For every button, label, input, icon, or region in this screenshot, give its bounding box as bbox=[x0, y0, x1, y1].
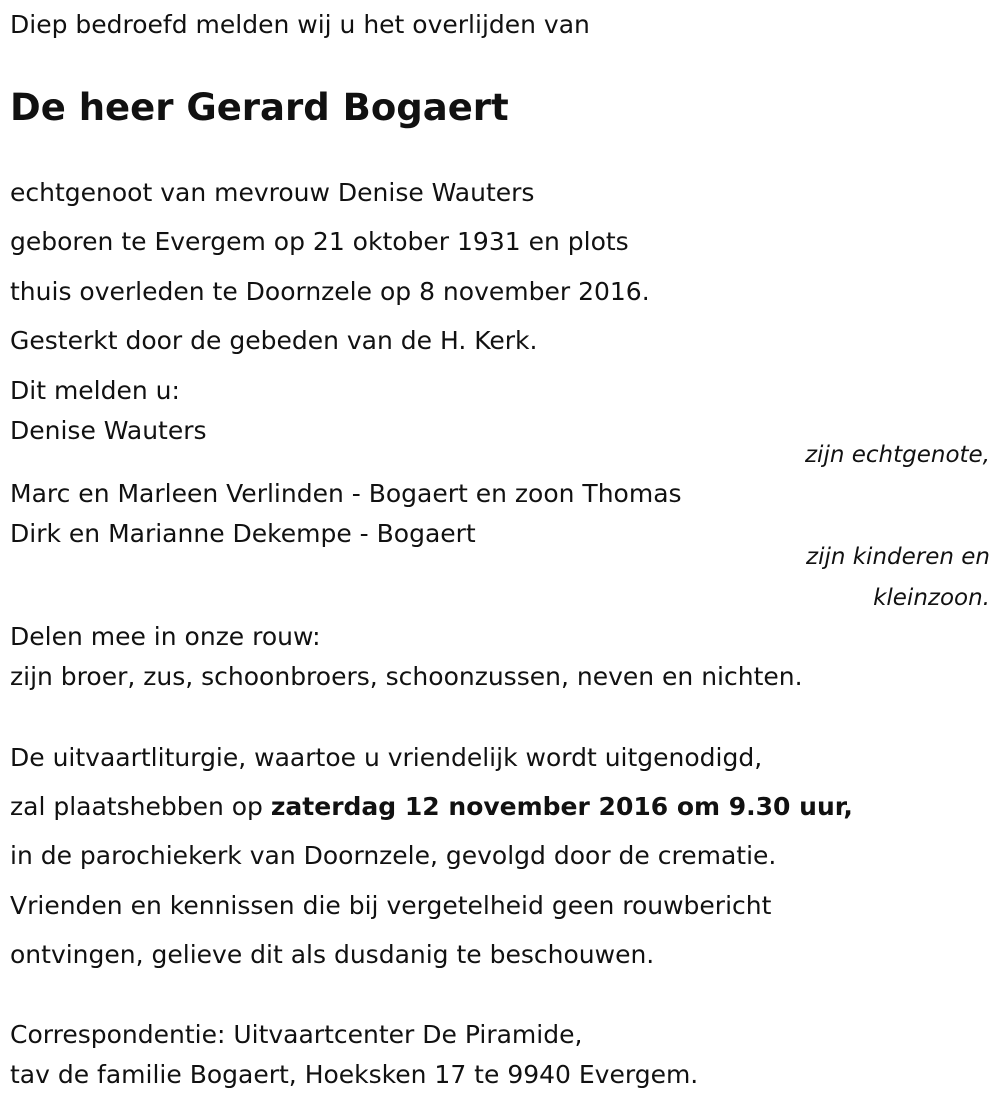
birth-line: geboren te Evergem op 21 oktober 1931 en plots bbox=[10, 227, 629, 256]
deceased-name: De heer Gerard Bogaert bbox=[10, 86, 509, 129]
funeral-invitation: De uitvaartliturgie, waartoe u vriendelijk wordt uitgenodigd, bbox=[10, 743, 763, 772]
spouse-name: Denise Wauters bbox=[10, 416, 207, 445]
correspondence-line-1: Correspondentie: Uitvaartcenter De Piramide, bbox=[10, 1020, 583, 1049]
sharing-relatives: zijn broer, zus, schoonbroers, schoonzussen, neven en nichten. bbox=[10, 662, 803, 691]
sharing-heading: Delen mee in onze rouw: bbox=[10, 622, 321, 651]
notice-line-1: Vrienden en kennissen die bij vergetelheid geen rouwbericht bbox=[10, 891, 772, 920]
intro-text: Diep bedroefd melden wij u het overlijden van bbox=[10, 10, 590, 39]
child-family-1: Marc en Marleen Verlinden - Bogaert en zoon Thomas bbox=[10, 479, 682, 508]
funeral-date: zaterdag 12 november 2016 om 9.30 uur, bbox=[270, 792, 853, 821]
announcers-heading: Dit melden u: bbox=[10, 376, 180, 405]
funeral-date-line bbox=[10, 791, 853, 823]
death-line: thuis overleden te Doornzele op 8 november 2016. bbox=[10, 277, 650, 306]
funeral-date-prefix: zal plaatshebben op bbox=[10, 792, 271, 821]
church-line: Gesterkt door de gebeden van de H. Kerk. bbox=[10, 326, 538, 355]
child-family-2: Dirk en Marianne Dekempe - Bogaert bbox=[10, 519, 476, 548]
children-relation-1: zijn kinderen en bbox=[806, 544, 990, 570]
funeral-location: in de parochiekerk van Doornzele, gevolgd door de crematie. bbox=[10, 841, 777, 870]
children-relation-2: kleinzoon. bbox=[873, 585, 990, 611]
notice-line-2: ontvingen, gelieve dit als dusdanig te beschouwen. bbox=[10, 940, 655, 969]
correspondence-line-2: tav de familie Bogaert, Hoeksken 17 te 9940 Evergem. bbox=[10, 1060, 699, 1089]
spouse-relation: zijn echtgenote, bbox=[804, 442, 990, 468]
spouse-of-line: echtgenoot van mevrouw Denise Wauters bbox=[10, 178, 535, 207]
